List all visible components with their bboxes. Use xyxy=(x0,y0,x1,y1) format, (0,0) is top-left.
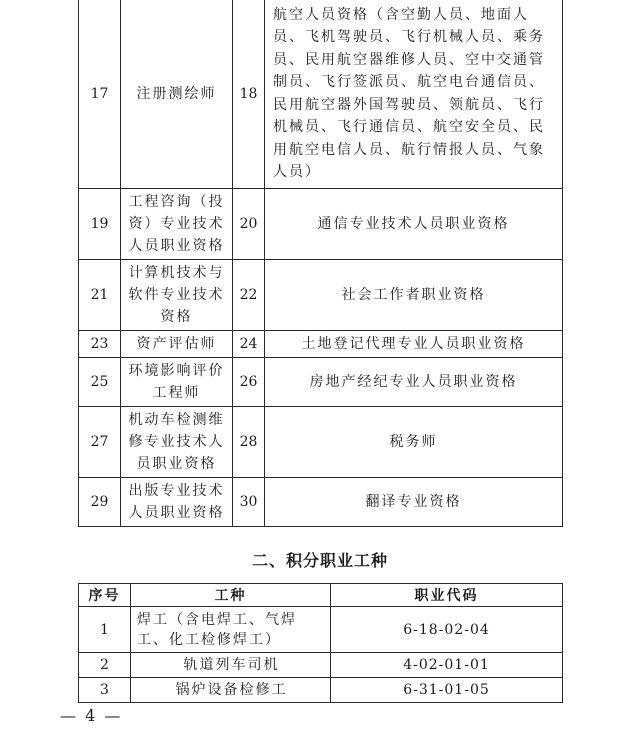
table-row xyxy=(79,678,563,703)
table-row xyxy=(79,331,563,358)
section-title: 二、积分职业工种 xyxy=(251,551,388,570)
occupation-code: 6-31-01-05 xyxy=(331,678,563,703)
row-number: 27 xyxy=(79,407,121,478)
row-number: 20 xyxy=(233,189,265,260)
header-job-type: 工种 xyxy=(131,584,331,607)
qualification-name: 土地登记代理专业人员职业资格 xyxy=(265,331,563,358)
row-number: 28 xyxy=(233,407,265,478)
table-row xyxy=(79,607,563,653)
table-row xyxy=(79,358,563,407)
qualification-name: 航空人员资格（含空勤人员、地面人员、飞机驾驶员、飞行机械人员、乘务员、民用航空器维修人员、空中交通管制员、飞行签派员、航空电台通信员、民用航空器外国驾驶员、领航员、飞行机械员、飞行通信员、航空安全员、民用航空电信人员、航行情报人员、气象人员） xyxy=(265,0,563,189)
qualification-name: 通信专业技术人员职业资格 xyxy=(265,189,563,260)
qualification-name: 出版专业技术人员职业资格 xyxy=(121,478,233,527)
table-row xyxy=(79,478,563,527)
page-number: — 4 — xyxy=(60,706,123,725)
occupation-code: 4-02-01-01 xyxy=(331,653,563,678)
job-type: 焊工（含电焊工、气焊工、化工检修焊工） xyxy=(131,607,331,653)
job-type: 轨道列车司机 xyxy=(131,653,331,678)
row-number: 26 xyxy=(233,358,265,407)
row-number: 2 xyxy=(79,653,131,678)
table-row xyxy=(79,260,563,331)
row-number: 1 xyxy=(79,607,131,653)
header-occupation-code: 职业代码 xyxy=(331,584,563,607)
qualification-name: 房地产经纪专业人员职业资格 xyxy=(265,358,563,407)
table-row xyxy=(79,189,563,260)
qualification-name: 环境影响评价工程师 xyxy=(121,358,233,407)
qualification-name: 翻译专业资格 xyxy=(265,478,563,527)
occupation-code: 6-18-02-04 xyxy=(331,607,563,653)
row-number: 22 xyxy=(233,260,265,331)
job-type: 锅炉设备检修工 xyxy=(131,678,331,703)
header-serial-number: 序号 xyxy=(79,584,131,607)
qualification-name: 工程咨询（投资）专业技术人员职业资格 xyxy=(121,189,233,260)
table-row xyxy=(79,407,563,478)
qualification-name: 机动车检测维修专业技术人员职业资格 xyxy=(121,407,233,478)
qualification-table xyxy=(78,0,563,527)
row-number: 23 xyxy=(79,331,121,358)
row-number: 25 xyxy=(79,358,121,407)
row-number: 21 xyxy=(79,260,121,331)
qualification-name: 计算机技术与软件专业技术资格 xyxy=(121,260,233,331)
row-number: 3 xyxy=(79,678,131,703)
row-number: 29 xyxy=(79,478,121,527)
qualification-name: 注册测绘师 xyxy=(121,0,233,189)
qualification-name: 资产评估师 xyxy=(121,331,233,358)
table-row xyxy=(79,0,563,189)
occupation-table xyxy=(78,583,563,703)
table-header-row xyxy=(79,584,563,607)
table-row xyxy=(79,653,563,678)
row-number: 24 xyxy=(233,331,265,358)
qualification-name: 社会工作者职业资格 xyxy=(265,260,563,331)
qualification-name: 税务师 xyxy=(265,407,563,478)
row-number: 17 xyxy=(79,0,121,189)
row-number: 30 xyxy=(233,478,265,527)
row-number: 19 xyxy=(79,189,121,260)
row-number: 18 xyxy=(233,0,265,189)
